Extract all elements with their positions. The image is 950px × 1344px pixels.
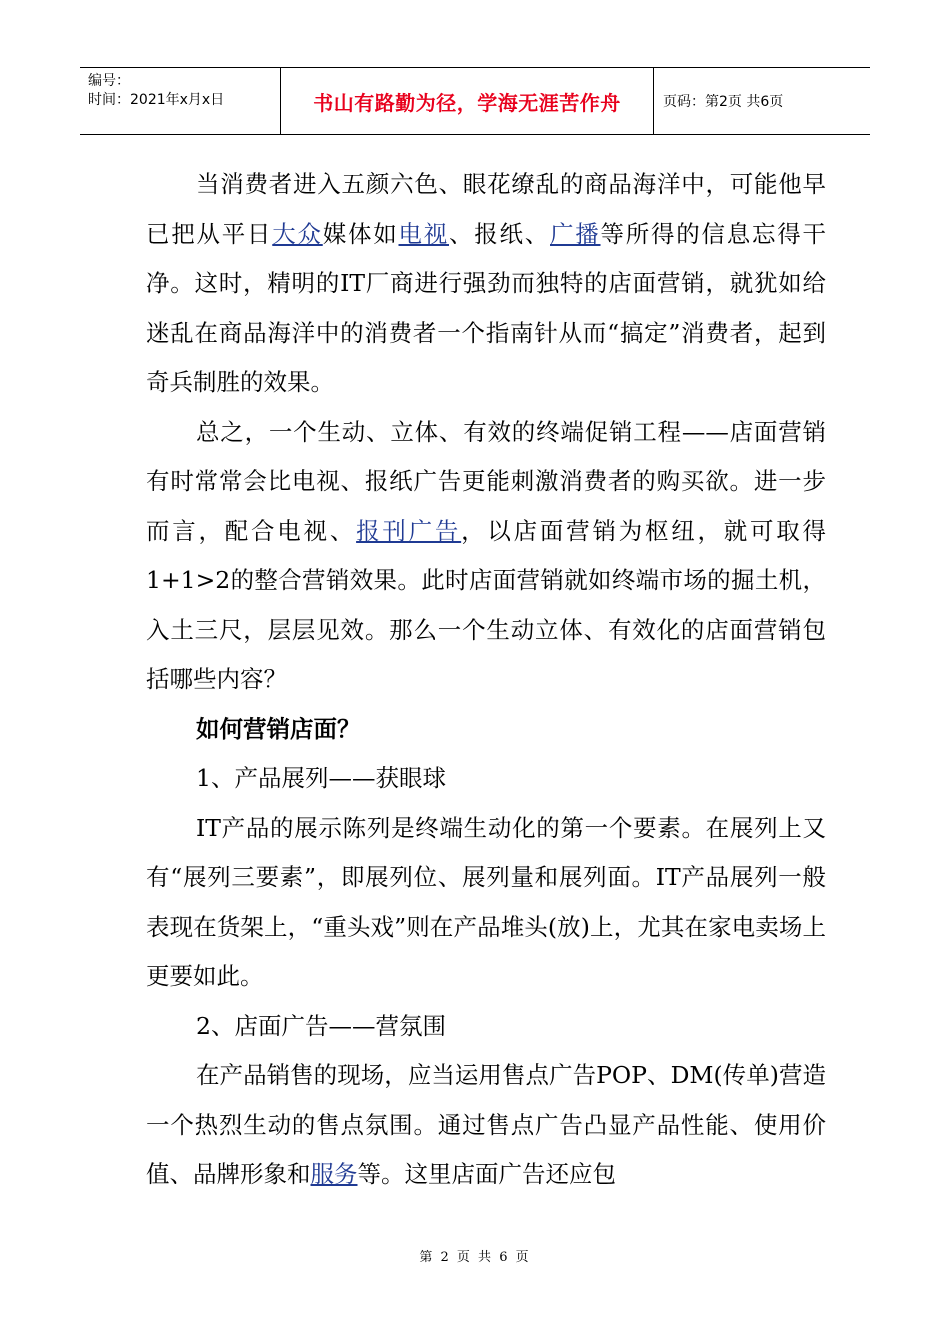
document-body [146,160,826,1200]
text-run: 、报纸、 [449,219,550,248]
subsection-title: 1、产品展列——获眼球 [196,764,446,792]
text-run: IT产品的展示陈列是终端生动化的第一个要素。在展列上又有“展列三要素”，即展列位、展列量和展列面。IT产品展列一般表现在货架上，“重头戏”则在产品堆头(放)上，尤其在家电卖场上更要如此。 [146,813,826,990]
document-header [80,67,870,135]
header-motto: 书山有路勤为径，学海无涯苦作舟 [281,68,654,134]
section-heading: 如何营销店面？ [196,714,361,743]
time-label: 时间：2021年x月x日 [88,92,225,108]
header-page-info: 页码：第2页 共6页 [663,94,784,110]
paragraph [146,804,826,1002]
text-run: 等所得的信息忘得干净。这时，精明的IT厂商进行强劲而独特的店面营销，就犹如给迷乱在商品海洋中的消费者一个指南针从而“搞定”消费者，起到奇兵制胜的效果。 [146,219,826,396]
text-run: 等。这里店面广告还应包 [357,1160,616,1188]
inline-link[interactable]: 广播 [550,219,601,248]
text-run: 媒体如 [322,219,399,248]
paragraph [146,160,826,408]
header-meta-cell [80,68,281,134]
number-label: 编号： [88,73,130,89]
subsection-title: 2、店面广告——营氛围 [196,1011,446,1040]
paragraph [146,408,826,705]
inline-link[interactable]: 大众 [272,219,323,248]
text-run: 当消费者进入五颜六色、眼花缭乱的商品海洋中，可能他早已把从平日 [146,170,826,248]
paragraph [146,1051,826,1200]
text-run: 在产品销售的现场，应当运用售点广告POP、DM(传单)营造一个热烈生动的售点氛围。通过售点广告凸显产品性能、使用价值、品牌形象和 [146,1061,826,1188]
inline-link[interactable]: 报刊广告 [356,516,462,545]
inline-link[interactable]: 电视 [398,219,449,248]
text-run: 总之，一个生动、立体、有效的终端促销工程——店面营销有时常常会比电视、报纸广告更能刺激消费者的购买欲。进一步而言，配合电视、 [146,417,826,545]
page-footer: 第 2 页 共 6 页 [419,1250,531,1265]
text-run: ，以店面营销为枢纽，就可取得1+1>2的整合营销效果。此时店面营销就如终端市场的掘土机，入土三尺，层层见效。那么一个生动立体、有效化的店面营销包括哪些内容？ [146,516,827,693]
inline-link[interactable]: 服务 [310,1160,358,1188]
